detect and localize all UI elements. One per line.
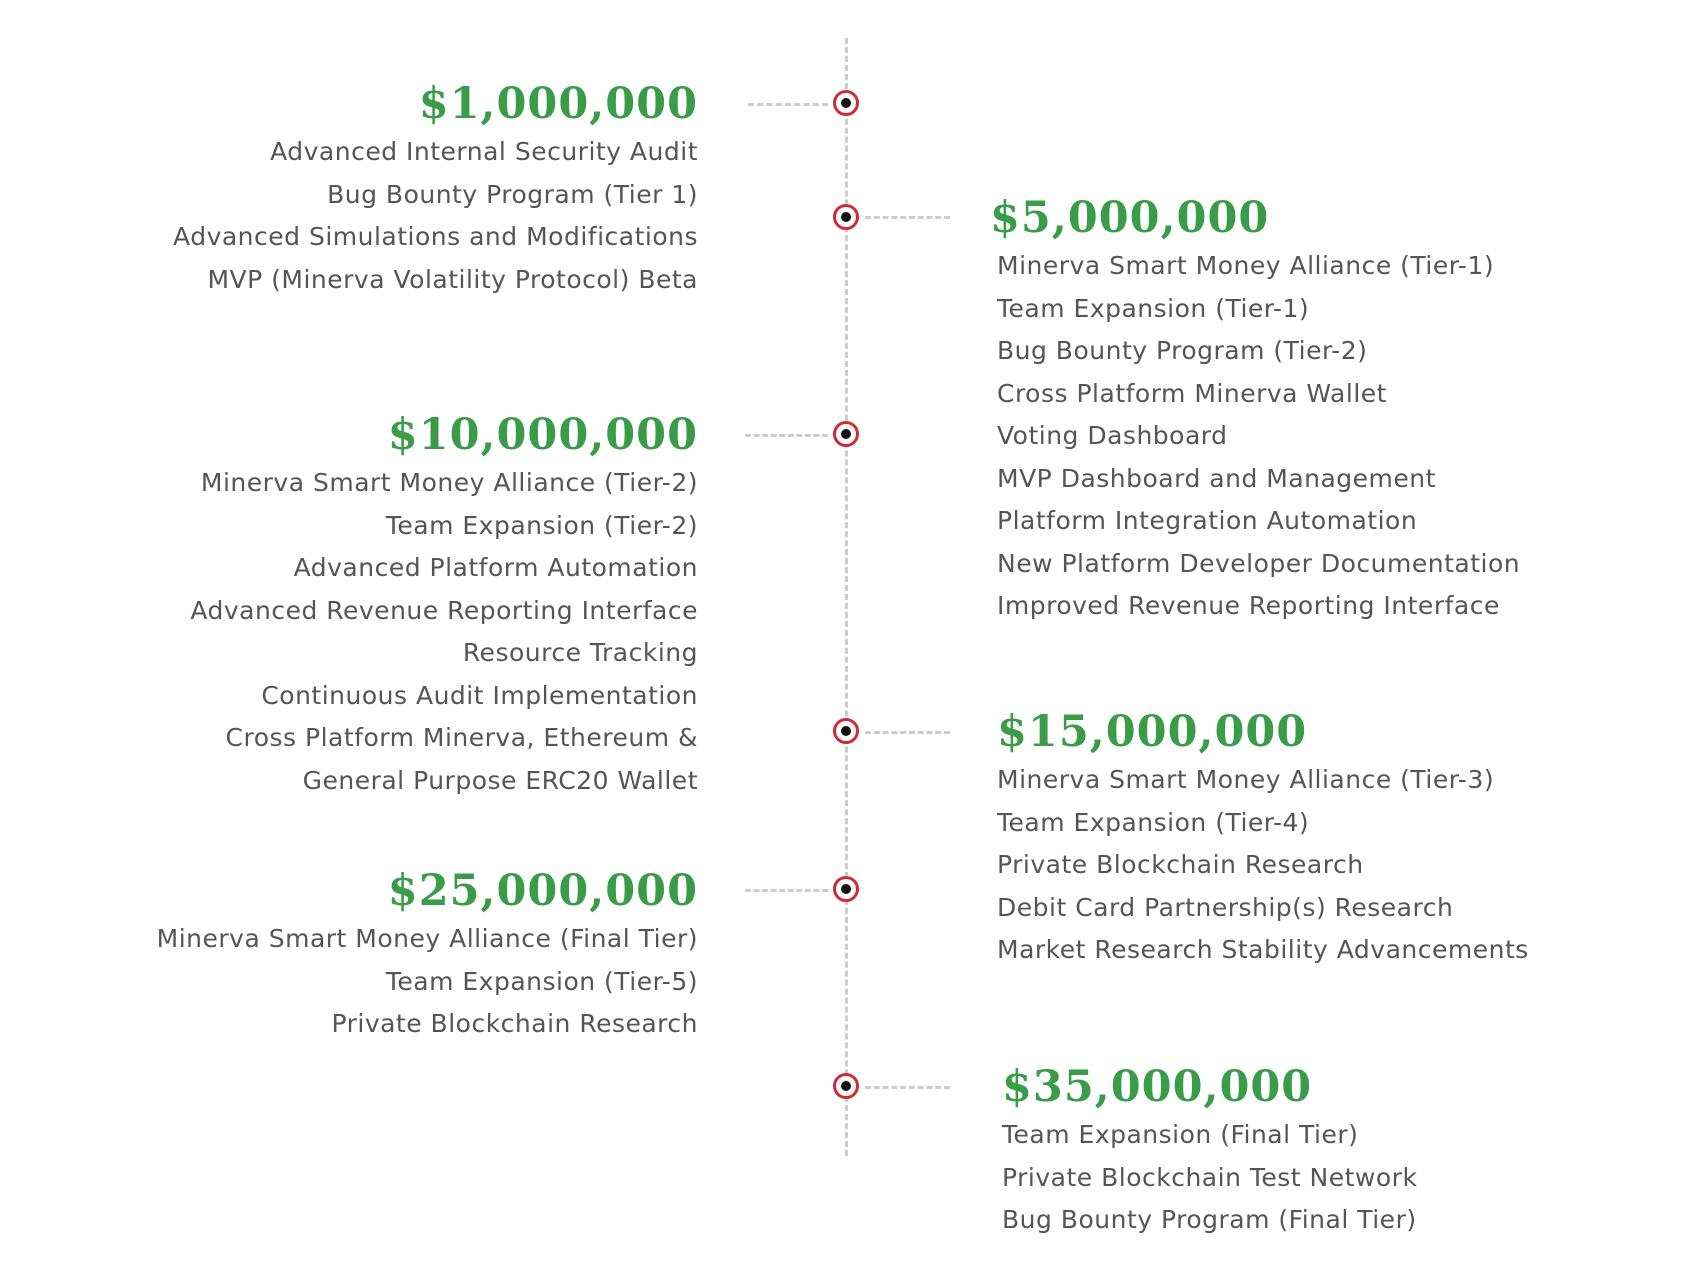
milestone-item: MVP Dashboard and Management xyxy=(997,463,1436,493)
milestone-1m xyxy=(173,79,698,301)
milestone-amount: $10,000,000 xyxy=(387,410,698,460)
milestone-item: Bug Bounty Program (Tier-2) xyxy=(997,336,1368,365)
connector-line xyxy=(748,103,828,106)
milestone-amount: $1,000,000 xyxy=(418,79,698,129)
milestone-item: Advanced Internal Security Audit xyxy=(270,137,698,166)
milestone-node xyxy=(833,204,859,230)
connector-line xyxy=(745,889,828,892)
milestone-item: Advanced Platform Automation xyxy=(293,553,698,582)
milestone-node xyxy=(833,1073,859,1099)
milestone-amount: $5,000,000 xyxy=(990,193,1270,243)
milestone-item: Minerva Smart Money Alliance (Tier-3) xyxy=(997,765,1495,794)
milestone-amount: $25,000,000 xyxy=(387,866,698,916)
milestone-node xyxy=(833,876,859,902)
milestone-item: Voting Dashboard xyxy=(997,421,1228,450)
milestone-item: Private Blockchain Research xyxy=(331,1009,698,1038)
milestone-item-list xyxy=(190,462,698,802)
milestone-item-list xyxy=(173,131,698,301)
milestone-item: Minerva Smart Money Alliance (Tier-2) xyxy=(200,468,698,497)
connector-line xyxy=(865,1086,950,1089)
milestone-item: Improved Revenue Reporting Interface xyxy=(997,591,1500,620)
milestone-node xyxy=(833,421,859,447)
milestone-item-list xyxy=(990,245,1520,628)
milestone-10m xyxy=(190,410,698,802)
milestone-item-list xyxy=(157,918,698,1046)
connector-line xyxy=(745,434,828,437)
milestone-item: Bug Bounty Program (Tier 1) xyxy=(327,179,698,209)
milestone-item: Cross Platform Minerva Wallet xyxy=(997,378,1387,408)
milestone-item: Minerva Smart Money Alliance (Final Tier) xyxy=(156,924,698,953)
milestone-item: Minerva Smart Money Alliance (Tier-1) xyxy=(997,251,1495,280)
milestone-item: Advanced Simulations and Modifications xyxy=(173,222,698,251)
milestone-item: Cross Platform Minerva, Ethereum & xyxy=(225,723,698,752)
milestone-35m xyxy=(1002,1062,1417,1242)
milestone-15m xyxy=(997,707,1529,972)
milestone-node xyxy=(833,718,859,744)
milestone-item: Advanced Revenue Reporting Interface xyxy=(190,595,698,625)
milestone-item: Debit Card Partnership(s) Research xyxy=(997,892,1454,922)
milestone-item: Private Blockchain Research xyxy=(997,850,1364,879)
milestone-item: Team Expansion (Tier-4) xyxy=(997,807,1310,837)
milestone-node xyxy=(833,90,859,116)
milestone-item: Platform Integration Automation xyxy=(997,506,1418,535)
milestone-item: Private Blockchain Test Network xyxy=(1002,1162,1418,1192)
milestone-5m xyxy=(990,193,1520,628)
milestone-item: Bug Bounty Program (Final Tier) xyxy=(1002,1205,1417,1234)
milestone-item-list xyxy=(1002,1114,1417,1242)
connector-line xyxy=(865,216,950,219)
milestone-amount: $35,000,000 xyxy=(1002,1062,1313,1112)
milestone-item: Resource Tracking xyxy=(462,638,698,667)
milestone-item: New Platform Developer Documentation xyxy=(997,548,1521,578)
milestone-item: Market Research Stability Advancements xyxy=(997,935,1529,964)
milestone-item: General Purpose ERC20 Wallet xyxy=(302,765,698,795)
milestone-item: Team Expansion (Tier-5) xyxy=(385,966,698,996)
milestone-item-list xyxy=(997,759,1529,972)
milestone-amount: $15,000,000 xyxy=(997,707,1308,757)
connector-line xyxy=(865,731,950,734)
milestone-item: MVP (Minerva Volatility Protocol) Beta xyxy=(207,264,698,294)
milestone-item: Team Expansion (Final Tier) xyxy=(1002,1120,1359,1149)
milestone-item: Continuous Audit Implementation xyxy=(261,680,698,710)
milestone-25m xyxy=(157,866,698,1046)
milestone-item: Team Expansion (Tier-1) xyxy=(997,293,1310,323)
milestone-item: Team Expansion (Tier-2) xyxy=(385,510,698,540)
